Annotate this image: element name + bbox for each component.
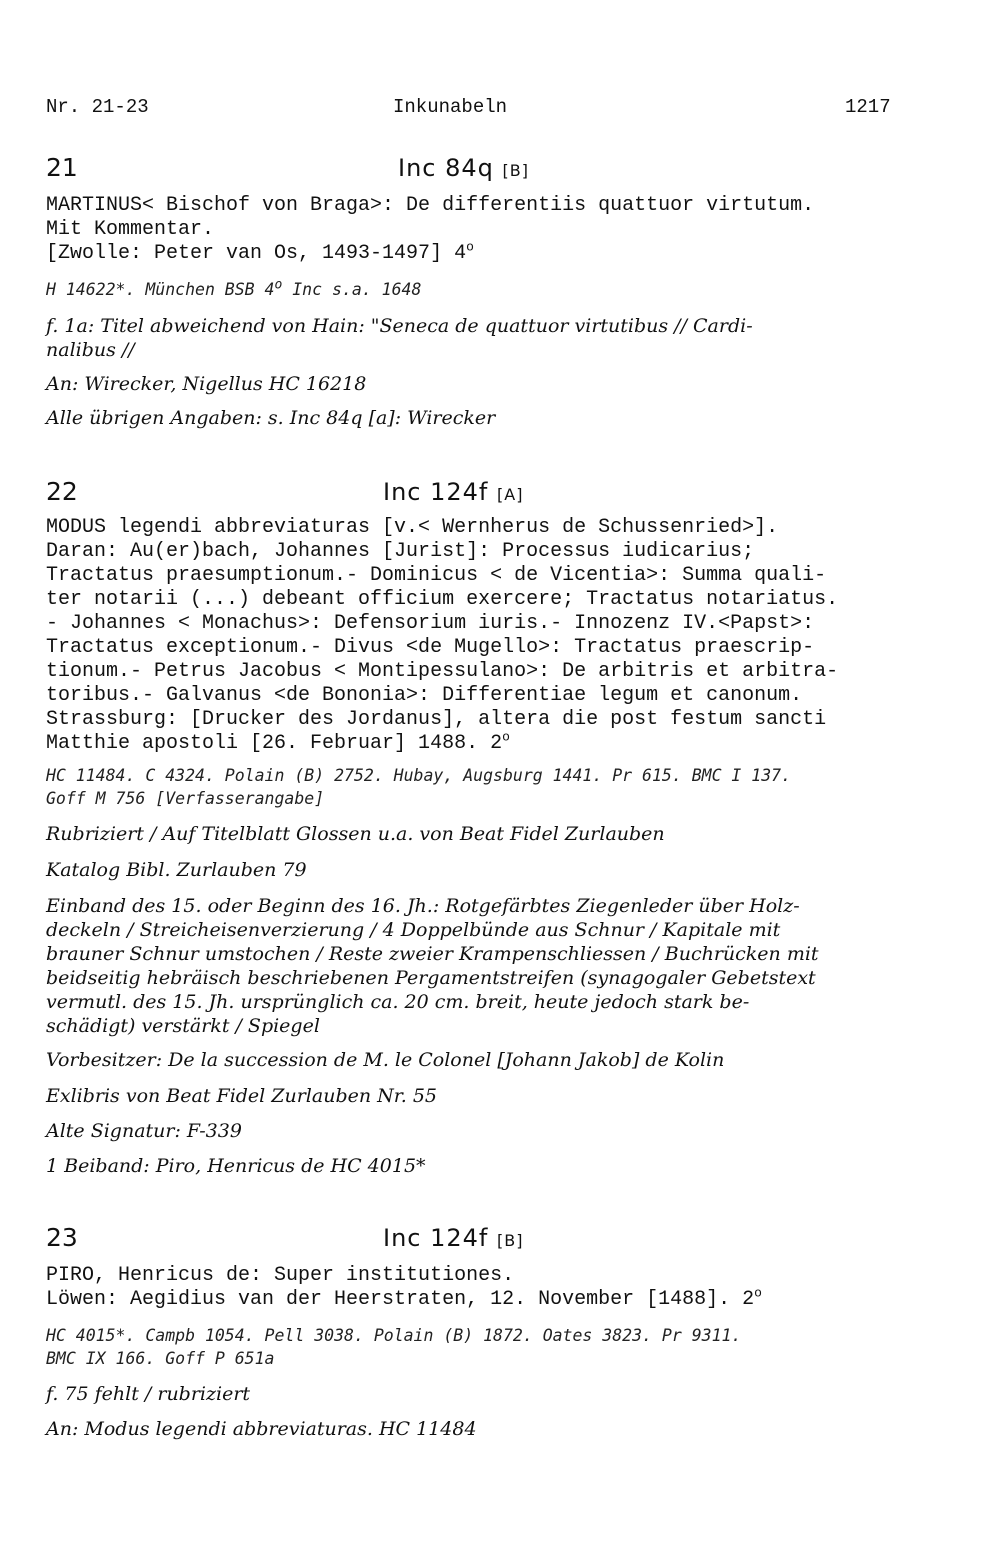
title-line: MARTINUS< Bischof von Braga>: De differentiis quattuor virtutum. [46,194,815,217]
note-line: nalibus // [46,339,135,361]
reference-line [46,278,946,301]
reference-line: HC 11484. C 4324. Polain (B) 2752. Hubay, Augsburg 1441. Pr 615. BMC I 137. [46,766,792,785]
entry-22-references [46,764,946,810]
imprint-line [46,1285,946,1312]
header-section-title: Inkunabeln [393,96,508,118]
reference-line: Goff M 756 [Verfasserangabe] [46,789,325,808]
entry-23-note-an [46,1417,946,1441]
title-line: toribus.- Galvanus <de Bononia>: Differentiae legum et canonum. [46,684,803,707]
note-line: beidseitig hebräisch beschriebenen Pergamentstreifen (synagogaler Gebetstext [46,967,816,989]
note-line: An: Wirecker, Nigellus HC 16218 [46,373,367,395]
reference-text: H 14622*. München BSB 4 [46,280,275,299]
entry-22-note-catalog [46,858,946,882]
note-line: Exlibris von Beat Fidel Zurlauben Nr. 55 [46,1085,438,1107]
title-line: Mit Kommentar. [46,218,215,241]
imprint-text: [Zwolle: Peter van Os, 1493-1497] 4 [46,242,467,265]
entry-number: 21 [46,153,78,182]
note-line: deckeln / Streicheisenverzierung / 4 Doppelbünde aus Schnur / Kapitale mit [46,919,781,941]
shelfmark-copy: [A] [497,485,524,504]
entry-23-title [46,1264,946,1312]
reference-superscript: o [274,277,283,293]
title-line: - Johannes < Monachus>: Defensorium iuris.- Innozenz IV.<Papst>: [46,612,815,635]
shelfmark-main: Inc 84q [398,154,494,182]
note-line: schädigt) verstärkt / Spiegel [46,1015,320,1037]
entry-23-references [46,1324,946,1370]
entry-21-notes [46,314,946,362]
note-line: vermutl. des 15. Jh. ursprünglich ca. 20 cm. breit, heute jedoch stark be- [46,991,750,1013]
format-superscript: o [466,239,474,255]
note-line: f. 1a: Titel abweichend von Hain: "Seneca de quattuor virtutibus // Cardi- [46,315,753,337]
entry-21-title [46,194,946,266]
header-entry-range: Nr. 21-23 [46,96,149,118]
title-line: Tractatus exceptionum.- Divus <de Mugello>: Tractatus praescrip- [46,636,815,659]
entry-22-title [46,516,946,756]
title-line: ter notarii (...) debeant officium exercere; Tractatus notariatus. [46,588,839,611]
shelfmark-copy: [B] [497,1231,524,1250]
imprint-text: Matthie apostoli [26. Februar] 1488. 2 [46,732,503,755]
title-line: MODUS legendi abbreviaturas [v.< Wernherus de Schussenried>]. [46,516,779,539]
format-superscript: o [502,729,510,745]
entry-22-note-rubric [46,822,946,846]
note-line: f. 75 fehlt / rubriziert [46,1383,251,1405]
shelfmark-main: Inc 124f [383,1224,489,1252]
title-line: Strassburg: [Drucker des Jordanus], altera die post festum sancti [46,708,827,731]
title-line: PIRO, Henricus de: Super institutiones. [46,1264,515,1287]
note-line: 1 Beiband: Piro, Henricus de HC 4015* [46,1155,426,1177]
title-line: tionum.- Petrus Jacobus < Montipessulano>: De arbitris et arbitra- [46,660,839,683]
note-line: Alte Signatur: F-339 [46,1120,242,1142]
shelfmark [383,1224,523,1252]
reference-text: Inc s.a. 1648 [282,280,422,299]
note-line: An: Modus legendi abbreviaturas. HC 11484 [46,1418,477,1440]
header-page-number: 1217 [845,96,891,118]
shelfmark-main: Inc 124f [383,478,489,506]
entry-23-note-missing [46,1382,946,1406]
shelfmark-copy: [B] [502,161,529,180]
shelfmark [398,154,529,182]
reference-line: HC 4015*. Campb 1054. Pell 3038. Polain (B) 1872. Oates 3823. Pr 9311. [46,1326,742,1345]
imprint-line [46,729,946,756]
entry-22-note-old-signature [46,1119,946,1143]
entry-21-note-an [46,372,946,396]
entry-22-note-exlibris [46,1084,946,1108]
entry-22-note-beiband [46,1154,946,1178]
note-line: Vorbesitzer: De la succession de M. le Colonel [Johann Jakob] de Kolin [46,1049,725,1071]
entry-22-note-binding [46,894,946,1038]
note-line: Einband des 15. oder Beginn des 16. Jh.: Rotgefärbtes Ziegenleder über Holz- [46,895,800,917]
note-line: Katalog Bibl. Zurlauben 79 [46,859,307,881]
shelfmark [383,478,523,506]
entry-number: 23 [46,1223,78,1252]
title-line: Daran: Au(er)bach, Johannes [Jurist]: Processus iudicarius; [46,540,755,563]
entry-22-note-provenance [46,1048,946,1072]
note-line: Rubriziert / Auf Titelblatt Glossen u.a. von Beat Fidel Zurlauben [46,823,665,845]
imprint-text: Löwen: Aegidius van der Heerstraten, 12. November [1488]. 2 [46,1288,755,1311]
note-line: brauner Schnur umstochen / Reste zweier Krampenschliessen / Buchrücken mit [46,943,819,965]
entry-number: 22 [46,477,78,506]
format-superscript: o [754,1285,762,1301]
note-line: Alle übrigen Angaben: s. Inc 84q [a]: Wirecker [46,407,496,429]
title-line: Tractatus praesumptionum.- Dominicus < de Vicentia>: Summa quali- [46,564,827,587]
reference-line: BMC IX 166. Goff P 651a [46,1349,275,1368]
entry-21-references [46,278,946,301]
entry-21-note-other [46,406,946,430]
imprint-line [46,239,946,266]
